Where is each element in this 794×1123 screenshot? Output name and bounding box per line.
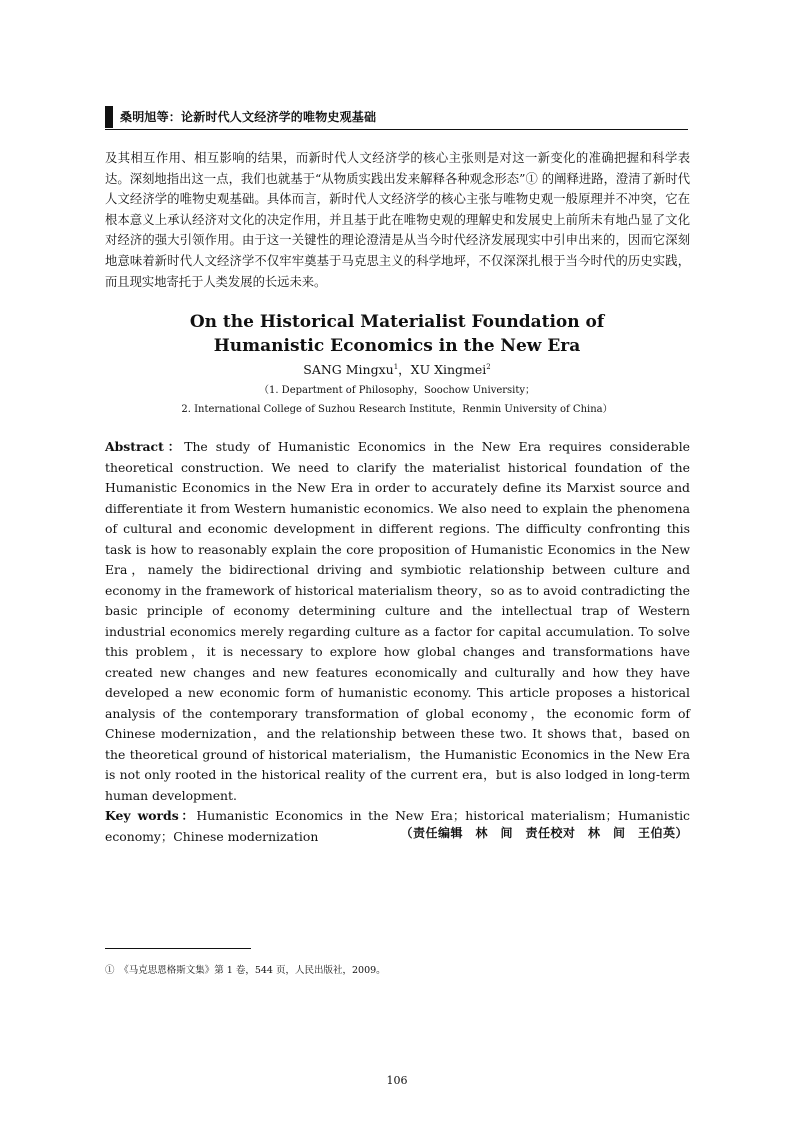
english-title-line-2: Humanistic Economics in the New Era bbox=[213, 336, 581, 356]
author-2: XU Xingmei bbox=[410, 362, 487, 377]
author-1-affiliation-mark: 1 bbox=[393, 362, 399, 371]
header-marker-bar bbox=[105, 106, 113, 128]
author-1: SANG Mingxu bbox=[303, 362, 394, 377]
editors-line: （责任编辑 林 间 责任校对 林 间 王伯英） bbox=[400, 826, 688, 840]
abstract-label: Abstract： bbox=[105, 439, 185, 454]
author-line bbox=[0, 360, 794, 378]
author-separator: ， bbox=[398, 362, 411, 377]
header-rule bbox=[105, 129, 688, 130]
footnote-rule bbox=[105, 948, 251, 949]
running-header bbox=[105, 106, 688, 128]
keywords-text: Humanistic Economics in the New Era；historical materialism；Humanistic economy；Chinese modernization bbox=[105, 808, 690, 844]
abstract-block bbox=[105, 437, 690, 847]
chinese-body-paragraph: 及其相互作用、相互影响的结果，而新时代人文经济学的核心主张则是对这一新变化的准确把握和科学表达。深刻地指出这一点，我们也就基于“从物质实践出发来解释各种观念形态”① 的阐释进路，澄清了新时代人文经济学的唯物史观基础。具体而言，新时代人文经济学的核心主张与唯物史观一般原理并不冲突，它在根本意义上承认经济对文化的决定作用，并且基于此在唯物史观的理解史和发展史上前所未有地凸显了文化对经济的强大引领作用。由于这一关键性的理论澄清是从当今时代经济发展现实中引申出来的，因而它深刻地意味着新时代人文经济学不仅牢牢奠基于马克思主义的科学地坪，不仅深深扎根于当今时代的历史实践，而且现实地寄托于人类发展的长远未来。 bbox=[105, 151, 690, 289]
footnote: ① 《马克思恩格斯文集》第 1 卷，544 页，人民出版社，2009。 bbox=[105, 965, 386, 976]
abstract-text: The study of Humanistic Economics in the New Era requires considerable theoretical construction. We need to clarify the materialist historical foundation of the Humanistic Economics in the New Era in order to accurately define its Marxist source and differentiate it from Western humanistic economics. We also need to explain the phenomena of cultural and economic development in different regions. The difficulty confronting this task is how to reasonably explain the core proposition of Humanistic Economics in the New Era，namely the bidirectional driving and symbiotic relationship between culture and economy in the framework of historical materialism theory，so as to avoid contradicting the basic principle of economy determining culture and the intellectual trap of Western industrial economics merely regarding culture as a factor for capital accumulation. To solve this problem，it is necessary to explore how global changes and transformations have created new changes and new features economically and culturally and how they have developed a new economic form of humanistic economy. This article proposes a historical analysis of the contemporary transformation of global economy，the economic form of Chinese modernization，and the relationship between these two. It shows that，based on the theoretical ground of historical materialism，the Humanistic Economics in the New Era is not only rooted in the historical reality of the current era，but is also lodged in long-term human development. bbox=[105, 439, 690, 803]
affiliation-1: （1. Department of Philosophy，Soochow University； bbox=[258, 385, 536, 396]
keywords-label: Key words： bbox=[105, 808, 197, 823]
page-number: 106 bbox=[386, 1074, 408, 1087]
english-title-line-1: On the Historical Materialist Foundation of bbox=[189, 312, 605, 332]
author-2-affiliation-mark: 2 bbox=[486, 362, 491, 371]
running-title: 桑明旭等：论新时代人文经济学的唯物史观基础 bbox=[120, 110, 377, 124]
affiliation-2: 2. International College of Suzhou Research Institute，Renmin University of China） bbox=[181, 404, 613, 415]
